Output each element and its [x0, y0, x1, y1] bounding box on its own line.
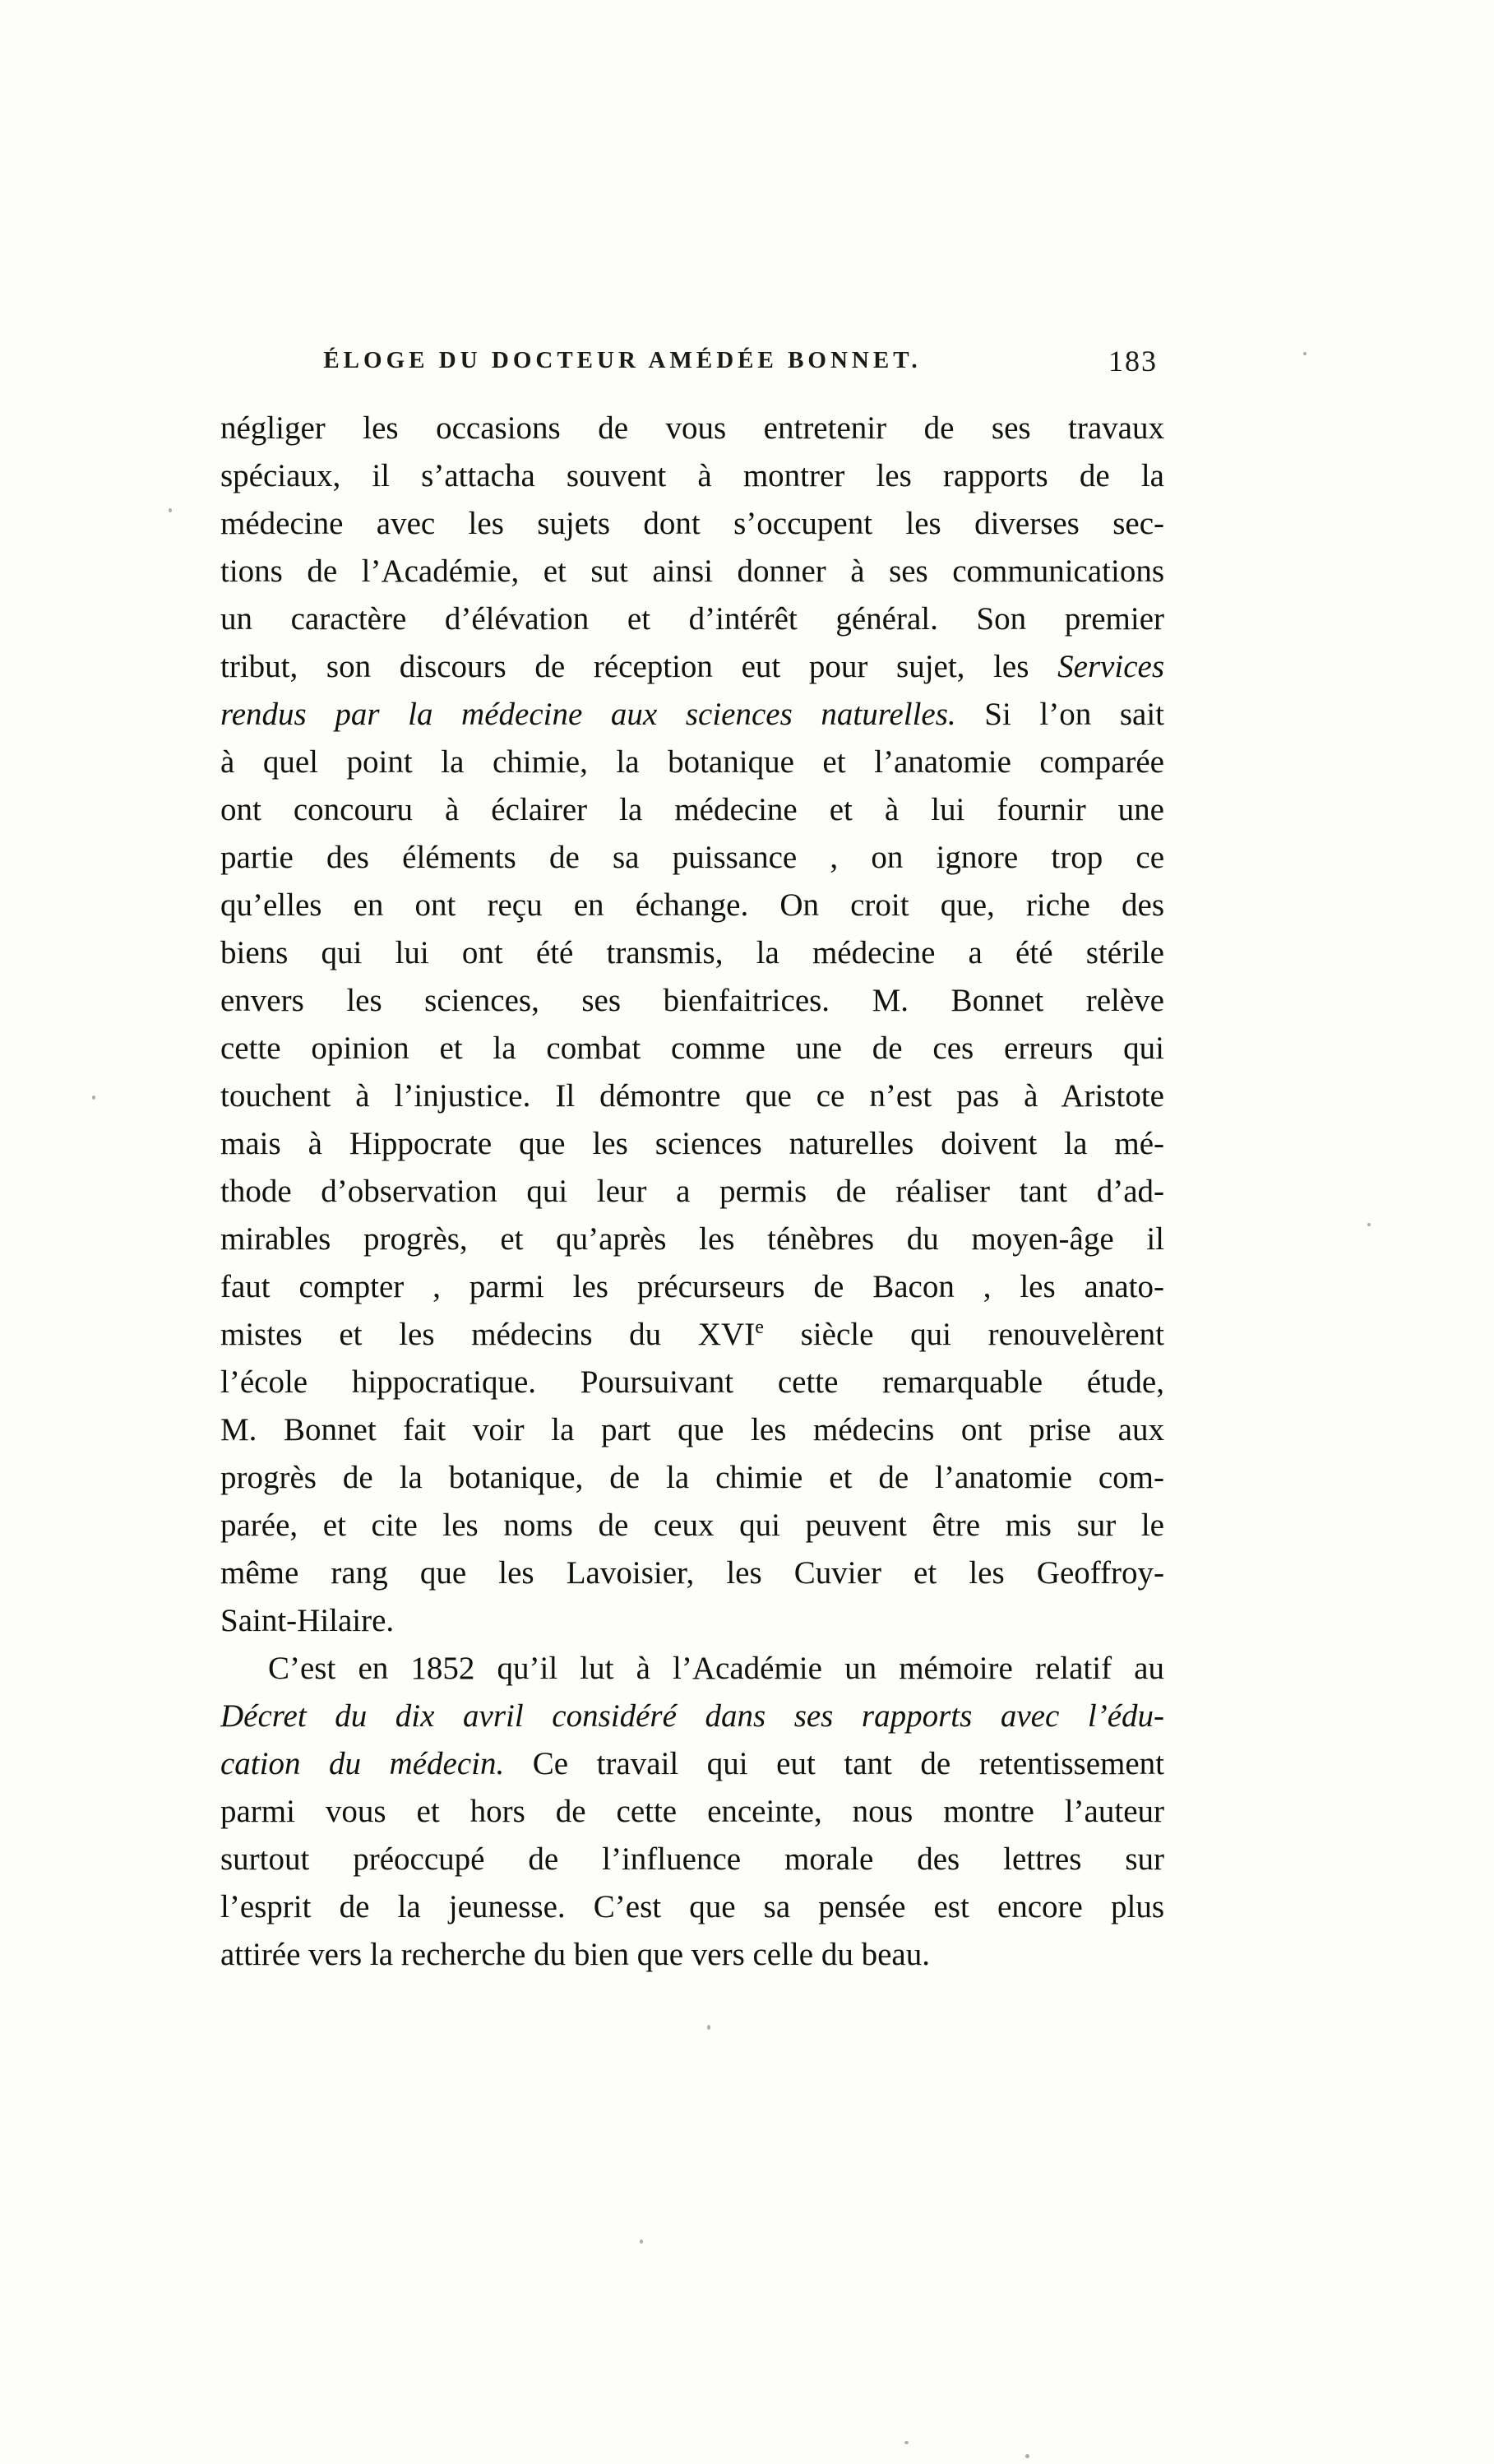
text-line	[220, 1836, 1164, 1883]
text-segment: Si l’on sait	[955, 697, 1164, 732]
text-line	[220, 1883, 1164, 1931]
text-segment: médecine avec les sujets dont s’occupent les diverses sec-	[220, 506, 1164, 541]
text-segment: parée, et cite les noms de ceux qui peuvent être mis sur le	[220, 1508, 1164, 1543]
text-segment: même rang que les Lavoisier, les Cuvier et les Geoffroy-	[220, 1555, 1164, 1591]
text-line	[220, 1693, 1164, 1740]
scan-speck	[92, 1095, 95, 1100]
text-segment: tions de l’Académie, et sut ainsi donner à ses communications	[220, 553, 1164, 589]
text-segment: Saint-Hilaire.	[220, 1603, 395, 1638]
text-line	[220, 739, 1164, 786]
page-body	[220, 405, 1164, 1979]
text-line	[220, 1740, 1164, 1788]
text-segment: mistes et les médecins du XVI	[220, 1317, 756, 1352]
text-segment: M. Bonnet fait voir la part que les médecins ont prise aux	[220, 1412, 1164, 1447]
scan-speck	[169, 508, 172, 512]
text-segment: siècle qui renouvelèrent	[763, 1317, 1164, 1352]
text-segment: un caractère d’élévation et d’intérêt général. Son premier	[220, 601, 1164, 637]
scan-speck	[1303, 352, 1307, 355]
scan-speck	[904, 2441, 909, 2444]
text-segment: parmi vous et hors de cette enceinte, nous montre l’auteur	[220, 1794, 1164, 1829]
text-line	[220, 1454, 1164, 1502]
text-line	[220, 500, 1164, 548]
scan-speck	[1367, 1223, 1371, 1226]
text-segment: négliger les occasions de vous entretenir de ses travaux	[220, 410, 1164, 446]
text-line	[220, 1025, 1164, 1072]
text-line	[220, 452, 1164, 500]
text-segment: qu’elles en ont reçu en échange. On croit que, riche des	[220, 887, 1164, 923]
text-segment: attirée vers la recherche du bien que vers celle du beau.	[220, 1937, 930, 1972]
text-line	[220, 595, 1164, 643]
text-segment: envers les sciences, ses bienfaitrices. M. Bonnet relève	[220, 983, 1164, 1018]
italic-text-segment: Décret du dix avril considéré dans ses rapports avec l’édu-	[220, 1698, 1164, 1734]
text-line	[220, 882, 1164, 929]
text-line	[220, 929, 1164, 977]
text-line	[220, 977, 1164, 1025]
text-line	[220, 1502, 1164, 1549]
text-segment: mirables progrès, et qu’après les ténèbres du moyen-âge il	[220, 1221, 1164, 1257]
text-line	[220, 1549, 1164, 1597]
scan-speck	[707, 2025, 710, 2030]
text-segment: surtout préoccupé de l’influence morale des lettres sur	[220, 1841, 1164, 1877]
text-line	[220, 1311, 1164, 1359]
text-segment: cette opinion et la combat comme une de ces erreurs qui	[220, 1031, 1164, 1066]
text-segment: à quel point la chimie, la botanique et l’anatomie comparée	[220, 744, 1164, 780]
text-line	[220, 1597, 1164, 1645]
running-title: ÉLOGE DU DOCTEUR AMÉDÉE BONNET.	[323, 347, 922, 373]
page-header	[220, 347, 1164, 380]
italic-text-segment: Services	[1057, 649, 1164, 684]
scan-speck	[640, 2239, 643, 2244]
text-line	[220, 1072, 1164, 1120]
text-segment: ont concouru à éclairer la médecine et à lui fournir une	[220, 792, 1164, 827]
text-segment: partie des éléments de sa puissance , on ignore trop ce	[220, 840, 1164, 875]
text-segment: biens qui lui ont été transmis, la médecine a été stérile	[220, 935, 1164, 970]
page-number: 183	[1108, 345, 1158, 377]
text-line	[220, 1168, 1164, 1216]
text-line	[220, 1931, 1164, 1979]
text-segment: l’esprit de la jeunesse. C’est que sa pensée est encore plus	[220, 1889, 1164, 1924]
text-segment: progrès de la botanique, de la chimie et de l’anatomie com-	[220, 1460, 1164, 1495]
text-segment: tribut, son discours de réception eut pour sujet, les	[220, 649, 1058, 684]
text-segment: l’école hippocratique. Poursuivant cette remarquable étude,	[220, 1364, 1164, 1400]
text-line	[220, 548, 1164, 595]
text-line	[220, 1120, 1164, 1168]
text-segment: faut compter , parmi les précurseurs de Bacon , les anato-	[220, 1269, 1164, 1304]
text-segment: Ce travail qui eut tant de retentissement	[504, 1746, 1164, 1781]
italic-text-segment: cation du médecin.	[220, 1746, 505, 1781]
text-segment: thode d’observation qui leur a permis de réaliser tant d’ad-	[220, 1174, 1164, 1209]
superscript-segment: e	[755, 1316, 764, 1338]
text-line	[220, 1406, 1164, 1454]
text-line	[220, 786, 1164, 834]
text-segment: C’est en 1852 qu’il lut à l’Académie un mémoire relatif au	[268, 1651, 1164, 1686]
text-line	[220, 834, 1164, 882]
text-line	[220, 1359, 1164, 1406]
text-line	[220, 1645, 1164, 1693]
italic-text-segment: rendus par la médecine aux sciences naturelles.	[220, 697, 956, 732]
text-line	[220, 1216, 1164, 1263]
text-segment: spéciaux, il s’attacha souvent à montrer les rapports de la	[220, 458, 1164, 493]
text-line	[220, 405, 1164, 452]
text-line	[220, 643, 1164, 691]
text-line	[220, 691, 1164, 739]
text-line	[220, 1263, 1164, 1311]
text-line	[220, 1788, 1164, 1836]
text-segment: mais à Hippocrate que les sciences naturelles doivent la mé-	[220, 1126, 1164, 1161]
scan-speck	[1025, 2454, 1029, 2458]
text-segment: touchent à l’injustice. Il démontre que ce n’est pas à Aristote	[220, 1078, 1164, 1114]
